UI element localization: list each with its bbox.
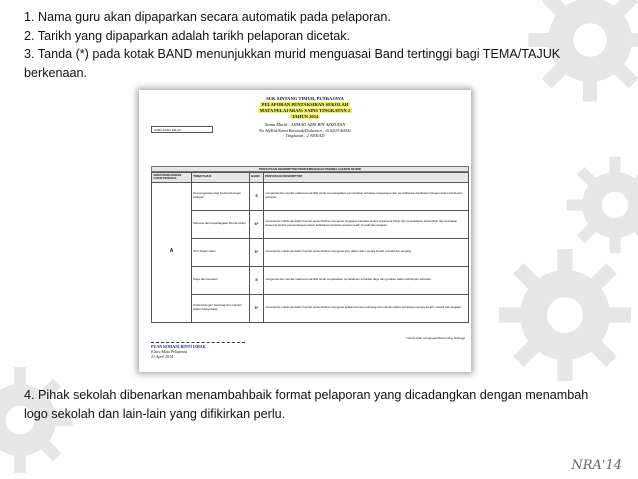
table-row <box>152 266 469 294</box>
row-band: 6* <box>250 294 264 322</box>
row-theme: Manusia dan Kepelbagaian Benda Hidup <box>192 210 250 238</box>
header-grade: GRED PENCAPAIAN UJIAN PENGGAL <box>152 173 192 183</box>
table-row <box>152 182 469 210</box>
teacher-name: PUAN ROHANI BINTI ISHAK <box>151 344 206 349</box>
row-theme: Penyenggaraan dan Kesinambungan Hidupan <box>192 182 250 210</box>
header-theme: TEMA/TAJUK <box>192 173 250 183</box>
band-footnote: * Murid telah menguasai Band yang Tertinggi <box>405 336 465 340</box>
instruction-2: 2. Tarikh yang dipaparkan adalah tarikh pelaporan dicetak. <box>24 28 351 43</box>
instruction-3: 3. Tanda (*) pada kotak BAND menunjukkan murid menguasai Band tertinggi bagi TEMA/TAJUK berkenaan. <box>24 47 561 80</box>
band-table <box>151 172 469 323</box>
school-name: SUK SINTANG TIMUR, PUTRAJAYA <box>266 96 344 101</box>
row-theme: Jirim Dalam Alam <box>192 238 250 266</box>
report-date: 21 April 2014 <box>151 354 174 359</box>
row-statement: mensintesis maklumat dalam bentuk persembahan mengenai rangkaian interaksi antara organisma hidup dan persekitaran, kebersihan dan kesihatan kesemua bentuk perkembangan dalam kehidupan seharian secara kreatif, inovatif dan langkap. <box>264 210 469 238</box>
row-statement: mensintesis maklumat dalam bentuk persembahan mengenai aplikasi konsep teknologi dan industri dalam kehidupan secara kreatif, inovatif dan langkap. <box>264 294 469 322</box>
grade-value: A <box>152 182 192 322</box>
instruction-1: 1. Nama guru akan dipaparkan secara automatik pada pelaporan. <box>24 10 391 24</box>
row-statement: mensintesis maklumat dalam bentuk persembahan mengenai jirim dalam alam secara kreatif, inovatif dan langkap. <box>264 238 469 266</box>
row-theme: Daya dan Gerakan <box>192 266 250 294</box>
row-statement: mengamal dan menilai maklumat saintifik untuk menjelaskan pemahaman terhadap daya dan gerakan dalam kehidupan seharian. <box>264 266 469 294</box>
subject-line: MATA PELAJARAN: SAINS TINGKATAN 2 <box>259 108 351 113</box>
table-row <box>152 210 469 238</box>
student-mykid: No MyKid/Surat Beranak/Dokumen : 010203-40041 <box>258 127 352 133</box>
row-statement: mengamal dan menilai maklumat saintifik untuk menyampaikan pemerhatian terhadap rangsangan dan pemeliharaan kesihatan hidupan dalam kehidupan seharian. <box>264 182 469 210</box>
row-band: 6* <box>250 238 264 266</box>
signature-line <box>151 342 245 343</box>
row-band: 5 <box>250 266 264 294</box>
teacher-signature-block <box>151 344 206 359</box>
table-row <box>152 238 469 266</box>
teacher-name-box: NAMA GURU KELAS <box>151 126 213 133</box>
header-statement: PENYATAAN DESKRIPTOR <box>264 173 469 183</box>
table-row <box>152 294 469 322</box>
report-year: TAHUN 2014 <box>291 114 319 119</box>
row-theme: Perkembangan Teknologi dan Industri Dalam Masyarakat <box>192 294 250 322</box>
teacher-role: (Guru Mata Pelajaran) <box>151 349 187 354</box>
header-band: BAND <box>250 173 264 183</box>
author-signature: NRA'14 <box>571 458 622 473</box>
report-document-preview <box>139 90 471 372</box>
student-class: Tingkatan : 2 NEKAD <box>285 133 325 139</box>
descriptor-bar: PENYATAAN DESKRIPTOR PERKEMBANGAN PEMBELAJARAN MURID <box>151 166 469 172</box>
footer-note: 4. Pihak sekolah dibenarkan menambahbaik format pelaporan yang dicadangkan dengan menambah logo sekolah dan lain-lain yang difikirkan perlu. <box>24 388 589 421</box>
row-band: 5 <box>250 182 264 210</box>
gear-icon <box>490 240 638 390</box>
row-band: 6* <box>250 210 264 238</box>
student-name: Nama Murid : AHMAD AZRI BIN AZIZUDIN <box>264 122 346 127</box>
report-title: PELAPORAN PENTAKSIRAN SEKOLAH <box>261 102 349 107</box>
instructions-block <box>24 8 584 82</box>
